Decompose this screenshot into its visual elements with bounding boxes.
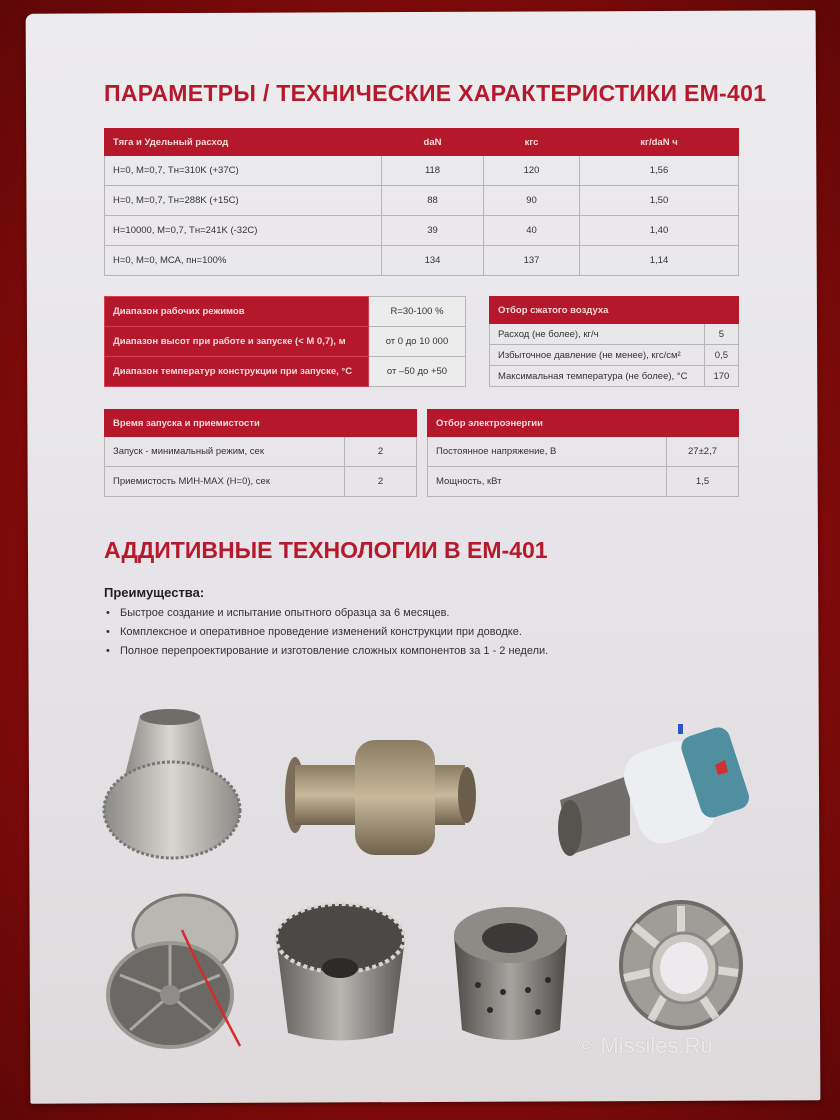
condition-cell: H=0, M=0,7, Тн=288K (+15C): [105, 186, 382, 216]
param-label: Постоянное напряжение, В: [428, 437, 667, 467]
table-header: Время запуска и приемистости: [105, 410, 417, 437]
range-value: R=30-100 %: [369, 297, 466, 327]
table-row: [105, 357, 466, 387]
param-value: 2: [345, 437, 417, 467]
kgf-cell: 40: [484, 216, 580, 246]
param-label: Приемистость МИН-МАХ (H=0), сек: [105, 467, 345, 497]
table-row: [105, 156, 739, 186]
advantages-list: [104, 604, 548, 661]
list-item: • Полное перепроектирование и изготовление сложных компонентов за 1 - 2 недели.: [104, 642, 548, 661]
param-value: 0,5: [704, 345, 738, 366]
param-value: 1,5: [667, 467, 739, 497]
column-header: daN: [382, 129, 484, 156]
table-row: [105, 246, 739, 276]
list-item: • Быстрое создание и испытание опытного образца за 6 месяцев.: [104, 604, 548, 623]
sfc-cell: 1,14: [579, 246, 738, 276]
table-row: [105, 297, 466, 327]
table-row: [490, 324, 739, 345]
nozzle-guide-vane-ring-image: [616, 898, 746, 1033]
sfc-cell: 1,40: [579, 216, 738, 246]
column-header: кг/daN ч: [579, 129, 738, 156]
combustor-nozzle-image: [100, 705, 250, 860]
kgf-cell: 120: [484, 156, 580, 186]
dan-cell: 118: [382, 156, 484, 186]
bleed-air-table: [489, 296, 739, 387]
range-label: Диапазон температур конструкции при запуске, °С: [105, 357, 369, 387]
param-value: 170: [704, 366, 738, 387]
kgf-cell: 90: [484, 186, 580, 216]
table-row: [490, 345, 739, 366]
engine-assembly-image: [275, 730, 485, 865]
range-value: от 0 до 10 000: [369, 327, 466, 357]
page-title: ПАРАМЕТРЫ / ТЕХНИЧЕСКИЕ ХАРАКТЕРИСТИКИ ЕМ-401: [104, 80, 767, 106]
start-time-table: [104, 409, 417, 497]
table-row: [105, 327, 466, 357]
param-label: Расход (не более), кг/ч: [490, 324, 705, 345]
table-row: [428, 467, 739, 497]
kgf-cell: 137: [484, 246, 580, 276]
table-row: [490, 366, 739, 387]
param-value: 2: [345, 467, 417, 497]
turbine-casing-image: [448, 900, 573, 1050]
thrust-table: [104, 128, 739, 276]
dan-cell: 134: [382, 246, 484, 276]
list-item: • Комплексное и оперативное проведение изменений конструкции при доводке.: [104, 623, 548, 642]
sfc-cell: 1,56: [579, 156, 738, 186]
table-row: [105, 216, 739, 246]
table-row: [105, 437, 417, 467]
range-label: Диапазон рабочих режимов: [105, 297, 369, 327]
table-row: [105, 467, 417, 497]
table-header: Отбор сжатого воздуха: [490, 297, 739, 324]
param-label: Запуск - минимальный режим, сек: [105, 437, 345, 467]
combustion-liner-image: [268, 898, 413, 1048]
condition-cell: H=0, M=0, МСА, пн=100%: [105, 246, 382, 276]
operating-range-table: [104, 296, 466, 387]
table-header-row: [105, 129, 739, 156]
watermark: © Missiles.Ru: [578, 1033, 713, 1058]
condition-cell: H=10000, M=0,7, Тн=241K (-32C): [105, 216, 382, 246]
advantages-heading: Преимущества:: [104, 585, 205, 600]
range-label: Диапазон высот при работе и запуске (< M 0,7), м: [105, 327, 369, 357]
dan-cell: 88: [382, 186, 484, 216]
range-value: от –50 до +50: [369, 357, 466, 387]
param-label: Избыточное давление (не менее), кгс/см²: [490, 345, 705, 366]
param-value: 5: [704, 324, 738, 345]
condition-cell: H=0, M=0,7, Тн=310K (+37C): [105, 156, 382, 186]
inlet-housing-image: [100, 890, 255, 1050]
sfc-cell: 1,50: [579, 186, 738, 216]
param-value: 27±2,7: [667, 437, 739, 467]
engine-cad-model-image: [550, 720, 750, 860]
power-offtake-table: [427, 409, 739, 497]
section-title: АДДИТИВНЫЕ ТЕХНОЛОГИИ В ЕМ-401: [104, 537, 548, 563]
column-header: Тяга и Удельный расход: [105, 129, 382, 156]
dan-cell: 39: [382, 216, 484, 246]
table-row: [428, 437, 739, 467]
column-header: кгс: [484, 129, 580, 156]
param-label: Максимальная температура (не более), °С: [490, 366, 705, 387]
param-label: Мощность, кВт: [428, 467, 667, 497]
table-header: Отбор электроэнергии: [428, 410, 739, 437]
table-row: [105, 186, 739, 216]
